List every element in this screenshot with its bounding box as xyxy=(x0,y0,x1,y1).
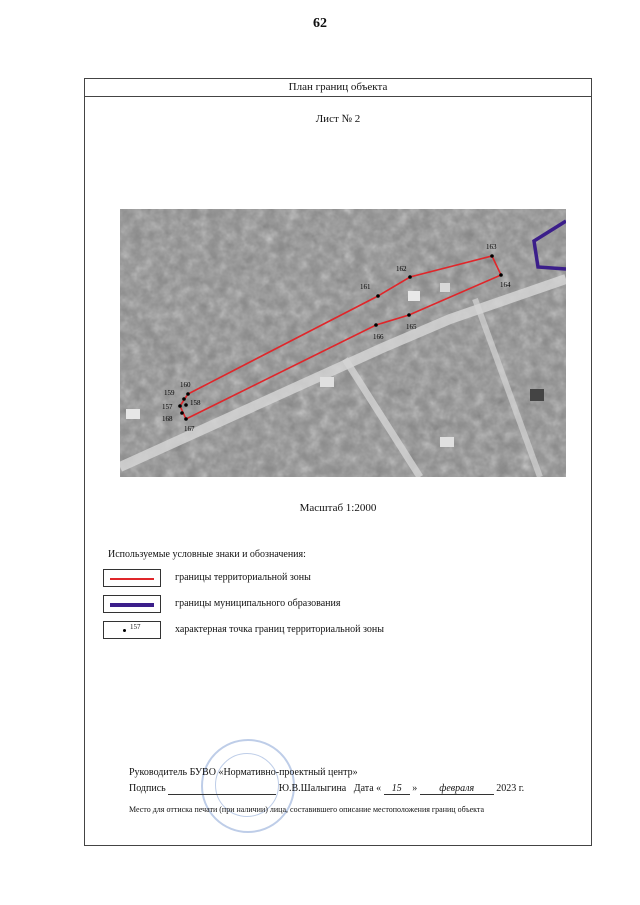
signer-name: Ю.В.Шалыгина xyxy=(278,783,347,794)
date-month: февраля xyxy=(420,783,494,795)
document-frame xyxy=(84,78,592,846)
stamp-place-note: Место для оттиска печати (при наличии) лица, составившего описание местоположения границ объекта xyxy=(129,805,485,814)
point-168 xyxy=(180,411,184,415)
label-165: 165 xyxy=(406,323,417,331)
label-160: 160 xyxy=(180,381,191,389)
building xyxy=(320,377,334,387)
signature-field xyxy=(168,783,276,795)
frame-title: План границ объекта xyxy=(85,79,591,97)
legend-title: Используемые условные знаки и обозначения: xyxy=(108,549,306,560)
legend-label: границы муниципального образования xyxy=(175,598,341,609)
label-163: 163 xyxy=(486,243,497,251)
sheet-number: Лист № 2 xyxy=(315,113,361,125)
red-line-icon xyxy=(110,578,154,580)
point-162 xyxy=(408,275,412,279)
label-164: 164 xyxy=(500,281,511,289)
building xyxy=(408,291,420,301)
point-161 xyxy=(376,294,380,298)
point-166 xyxy=(374,323,378,327)
building xyxy=(440,283,450,292)
legend-sample-purple-line xyxy=(103,595,161,613)
point-163 xyxy=(490,254,494,258)
point-157 xyxy=(178,404,182,408)
label-158: 158 xyxy=(190,399,201,407)
point-167 xyxy=(184,417,188,421)
signature-head-line: Руководитель БУВО «Нормативно-проектный центр» xyxy=(129,767,358,778)
legend-item-characteristic-point xyxy=(103,621,523,641)
legend-label: характерная точка границ территориальной зоны xyxy=(175,624,384,635)
label-168: 168 xyxy=(162,415,173,423)
date-label: Дата « xyxy=(353,783,382,794)
building xyxy=(530,389,544,401)
label-162: 162 xyxy=(396,265,407,273)
point-sample-label: 157 xyxy=(130,623,141,631)
building xyxy=(440,437,454,447)
legend-sample-red-line xyxy=(103,569,161,587)
point-164 xyxy=(499,273,503,277)
date-day-close: » xyxy=(412,783,418,794)
purple-line-icon xyxy=(110,603,154,607)
point-159 xyxy=(182,397,186,401)
point-165 xyxy=(407,313,411,317)
building xyxy=(126,409,140,419)
label-161: 161 xyxy=(360,283,371,291)
label-167: 167 xyxy=(184,425,195,433)
page-number: 62 xyxy=(313,16,327,31)
legend-label: границы территориальной зоны xyxy=(175,572,311,583)
point-158 xyxy=(184,403,188,407)
point-160 xyxy=(186,392,190,396)
signature-line xyxy=(129,783,524,795)
legend-sample-point xyxy=(103,621,161,639)
map-scale: Масштаб 1:2000 xyxy=(299,502,377,514)
date-day: 15 xyxy=(384,783,410,795)
point-dot-icon xyxy=(123,629,126,632)
label-166: 166 xyxy=(373,333,384,341)
date-year: 2023 г. xyxy=(496,783,525,794)
aerial-map xyxy=(120,209,566,477)
sign-label: Подпись xyxy=(129,783,166,794)
legend-item-zone-boundary xyxy=(103,569,523,589)
legend-item-municipal-boundary xyxy=(103,595,523,615)
label-157: 157 xyxy=(162,403,173,411)
label-159: 159 xyxy=(164,389,175,397)
